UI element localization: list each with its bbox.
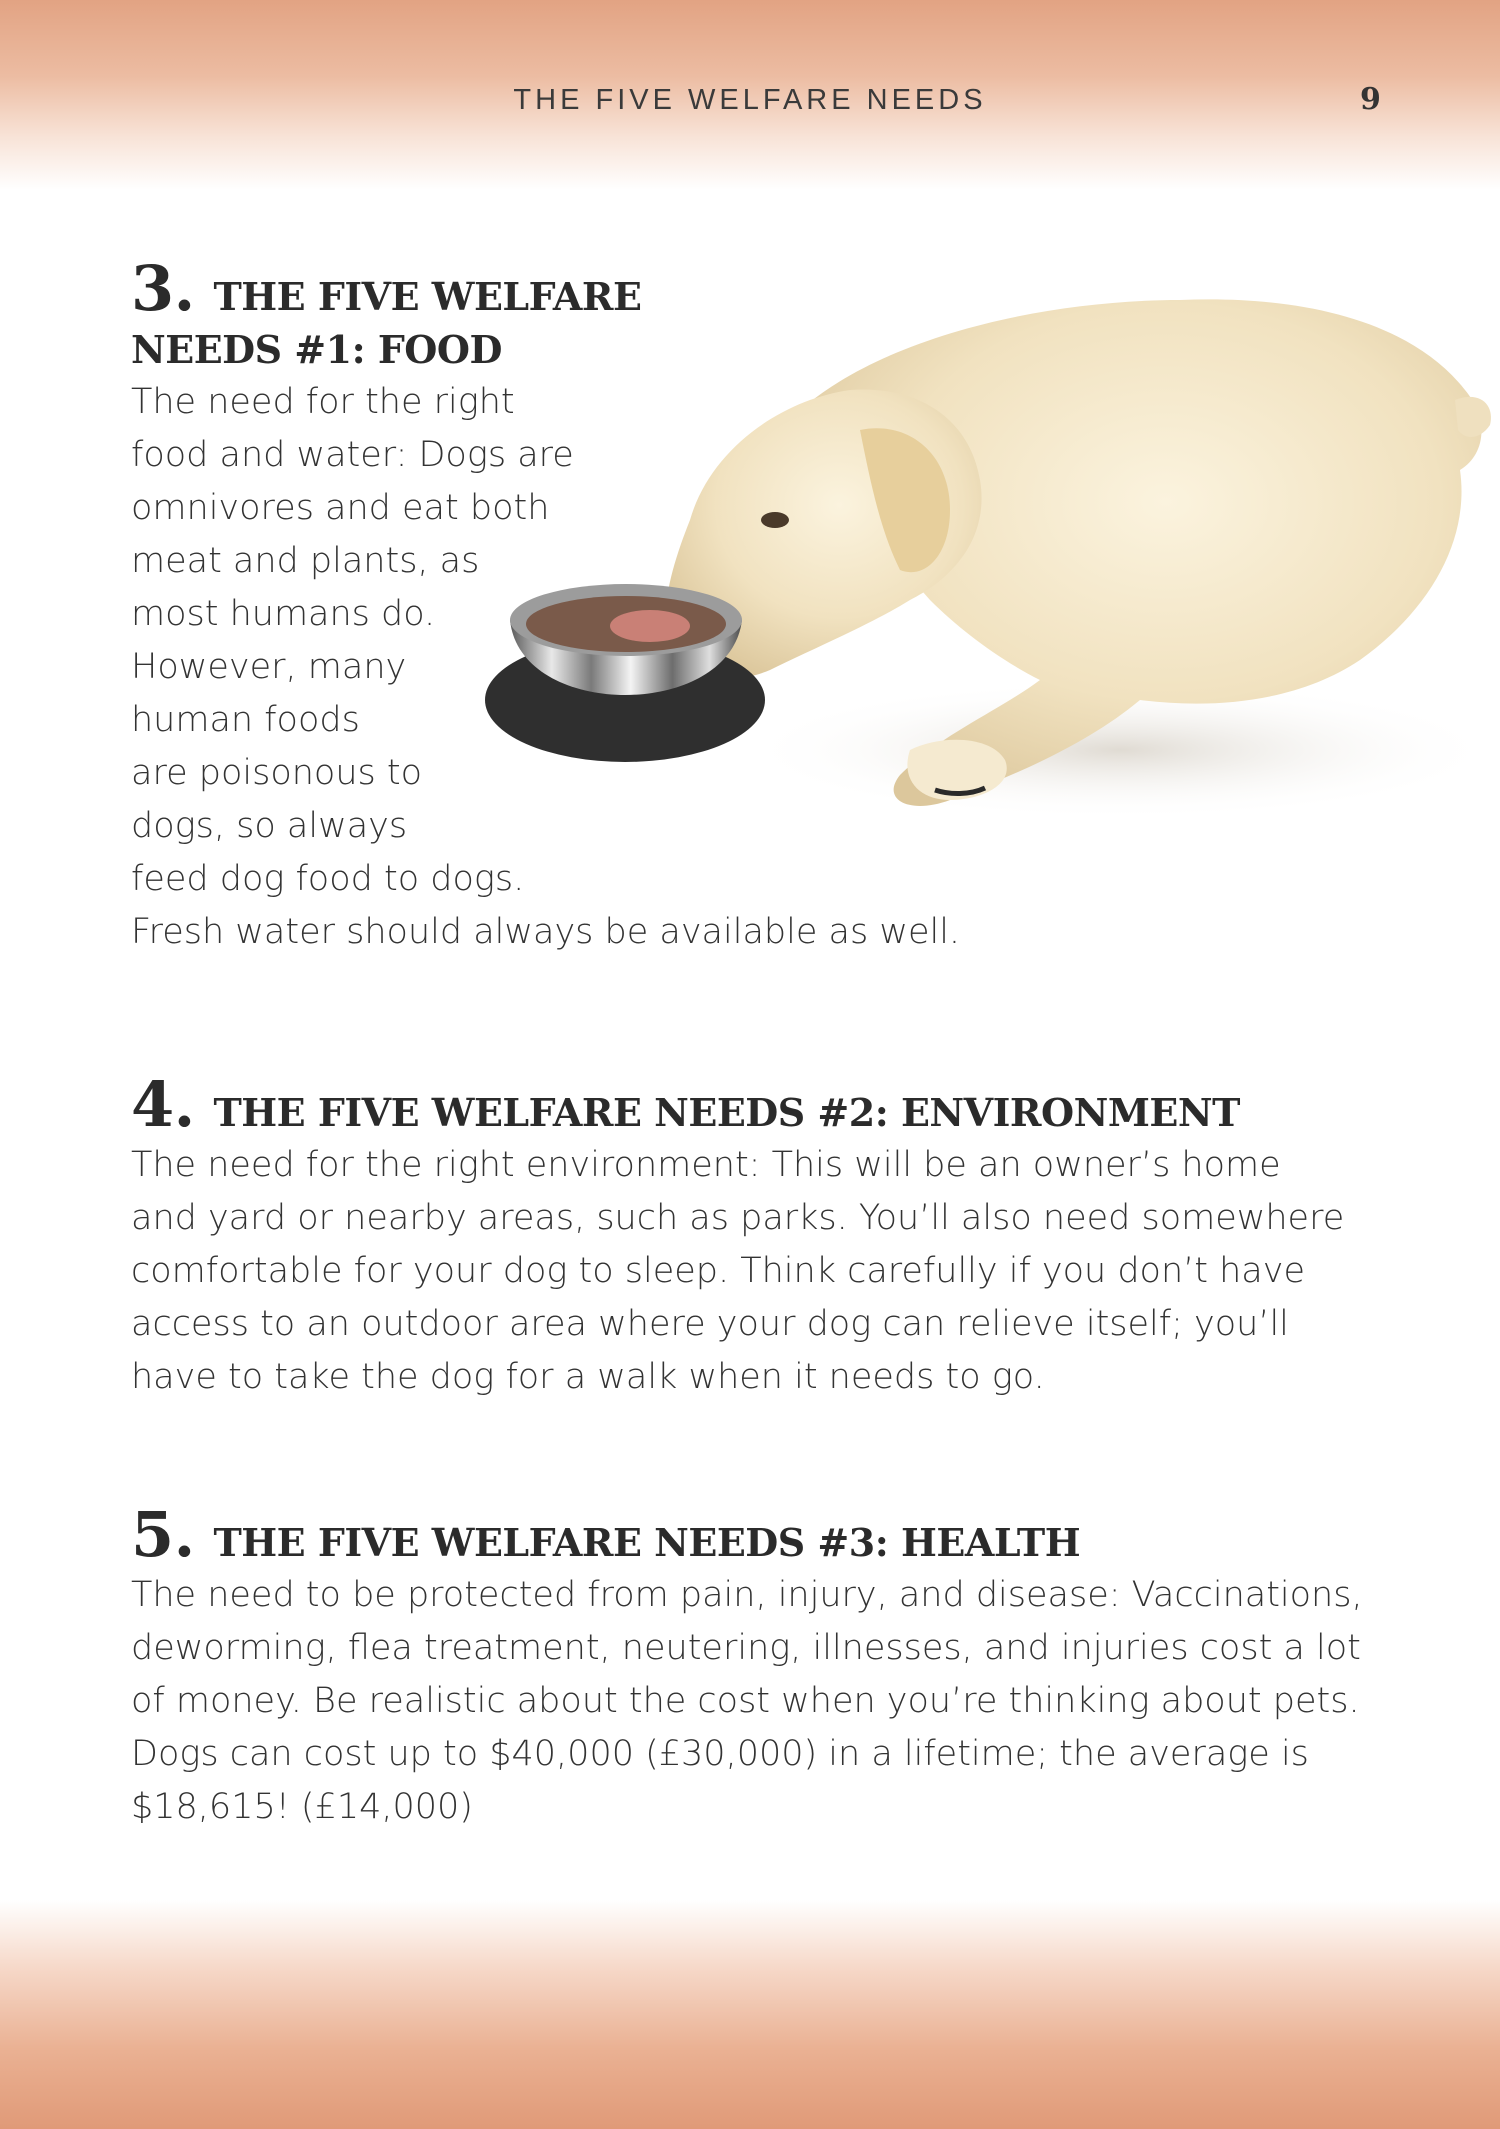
- heading-text: THE FIVE WELFARE NEEDS #2: ENVIRONMENT: [213, 1090, 1240, 1135]
- section-environment: [131, 1068, 1391, 1404]
- section-number: 5: [131, 1498, 174, 1571]
- heading-line-2: NEEDS #1: FOOD: [131, 327, 502, 372]
- section-number: 4: [131, 1068, 174, 1141]
- section-heading-environment: [131, 1068, 1391, 1141]
- number-dot: .: [173, 1498, 195, 1571]
- running-head: THE FIVE WELFARE NEEDS: [513, 84, 987, 116]
- section-body-food: The need for the right food and water: Dogs are omnivores and eat both meat and plants, as most humans do. However, many human foods are poisonous to dogs, so always feed dog food to dogs. Fresh water should always be available as well.: [131, 382, 961, 952]
- section-number: 3: [131, 252, 174, 325]
- section-heading-food: [131, 252, 1031, 376]
- section-body-environment: The need for the right environment: This will be an owner’s home and yard or nearby areas, such as parks. You’ll also need somewhere comfortable for your dog to sleep. Think carefully if you don’t have access to an outdoor area where your dog can relieve itself; you’ll have to take the dog for a walk when it needs to go.: [131, 1145, 1345, 1397]
- section-body-health: The need to be protected from pain, injury, and disease: Vaccinations, deworming, flea treatment, neutering, illnesses, and injuries cost a lot of money. Be realistic about the cost when you’re thinking about pets. Dogs can cost up to $40,000 (£30,000) in a lifetime; the average is $18,615! (£14,000): [131, 1575, 1363, 1827]
- heading-text: THE FIVE WELFARE NEEDS #3: HEALTH: [213, 1520, 1081, 1565]
- page-number: 9: [1360, 82, 1381, 117]
- number-dot: .: [173, 1068, 195, 1141]
- section-health: [131, 1498, 1391, 1834]
- section-food: [131, 252, 1031, 959]
- section-heading-health: [131, 1498, 1391, 1571]
- bottom-decorative-band: [0, 1900, 1500, 2129]
- number-dot: .: [173, 252, 195, 325]
- heading-line-1: THE FIVE WELFARE: [213, 274, 642, 319]
